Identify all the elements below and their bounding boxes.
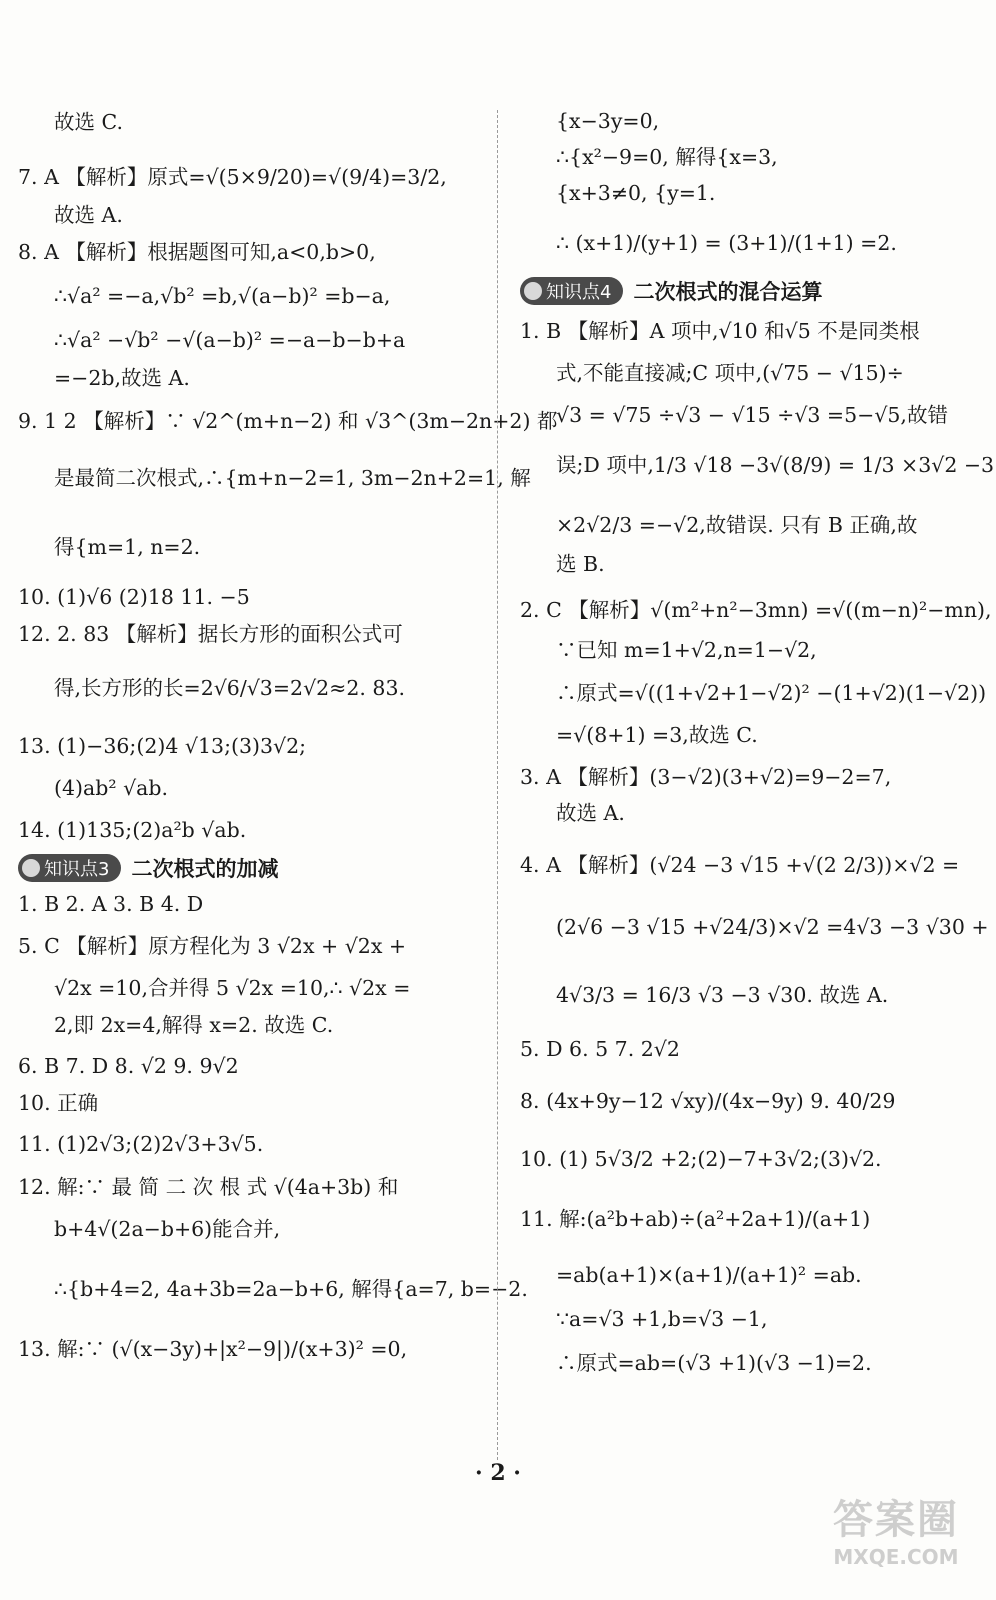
answer-line: (4)ab² √ab.: [54, 776, 169, 800]
section-badge: [520, 277, 623, 305]
answer-line: 1. B 【解析】A 项中,√10 和√5 不是同类根: [520, 319, 920, 343]
answer-line: ∴√a² =−a,√b² =b,√(a−b)² =b−a,: [54, 284, 391, 308]
answer-line: 2,即 2x=4,解得 x=2. 故选 C.: [54, 1013, 334, 1037]
section-badge-label: 知识点3: [44, 859, 110, 880]
answer-line: 1. B 2. A 3. B 4. D: [18, 892, 204, 916]
answer-line: 8. A 【解析】根据题图可知,a<0,b>0,: [18, 240, 376, 264]
answer-line: 11. (1)2√3;(2)2√3+3√5.: [18, 1132, 264, 1156]
answer-line: 3. A 【解析】(3−√2)(3+√2)=9−2=7,: [520, 765, 892, 789]
answer-line: ∴原式=ab=(√3 +1)(√3 −1)=2.: [556, 1351, 872, 1375]
answer-line: 11. 解:(a²b+ab)÷(a²+2a+1)/(a+1): [520, 1207, 871, 1231]
answer-line: 8. (4x+9y−12 √xy)/(4x−9y) 9. 40/29: [520, 1089, 896, 1113]
column-divider: [497, 110, 498, 1460]
answer-line: (2√6 −3 √15 +√24/3)×√2 =4√3 −3 √30 +: [556, 915, 989, 939]
section-badge: [18, 854, 121, 882]
answer-line: 6. B 7. D 8. √2 9. 9√2: [18, 1054, 239, 1078]
right-column: [520, 96, 995, 1375]
answer-line: 得{m=1, n=2.: [54, 535, 201, 559]
answer-line: {x+3≠0, {y=1.: [556, 181, 716, 205]
section-title: 二次根式的加减: [131, 857, 279, 881]
answer-line: =√(8+1) =3,故选 C.: [556, 723, 758, 747]
answer-line: 13. (1)−36;(2)4 √13;(3)3√2;: [18, 734, 307, 758]
answer-line: b+4√(2a−b+6)能合并,: [54, 1217, 281, 1241]
answer-line: 7. A 【解析】原式=√(5×9/20)=√(9/4)=3/2,: [18, 165, 447, 189]
answer-line: √3 = √75 ÷√3 − √15 ÷√3 =5−√5,故错: [556, 403, 948, 427]
answer-line: 13. 解:∵ (√(x−3y)+|x²−9|)/(x+3)² =0,: [18, 1337, 408, 1361]
answer-line: 12. 解:∵ 最 简 二 次 根 式 √(4a+3b) 和: [18, 1175, 399, 1199]
section-header: [520, 276, 980, 306]
page-number: · 2 ·: [475, 1460, 521, 1486]
book-icon: [22, 859, 40, 877]
section-header: [18, 853, 478, 883]
answer-line: 得,长方形的长=2√6/√3=2√2≈2. 83.: [54, 676, 406, 700]
answer-line: ∴√a² −√b² −√(a−b)² =−a−b−b+a: [54, 328, 406, 352]
section-title: 二次根式的混合运算: [633, 280, 823, 304]
answer-line: 故选 A.: [54, 203, 123, 227]
answer-line: ∴原式=√((1+√2+1−√2)² −(1+√2)(1−√2)): [556, 681, 987, 705]
answer-line: 9. 1 2 【解析】∵ √2^(m+n−2) 和 √3^(3m−2n+2) 都: [18, 409, 558, 433]
answer-line: 是最简二次根式,∴{m+n−2=1, 3m−2n+2=1, 解: [54, 466, 531, 490]
answer-line: 10. (1)√6 (2)18 11. −5: [18, 585, 250, 609]
answer-line: 5. C 【解析】原方程化为 3 √2x + √2x +: [18, 934, 407, 958]
answer-line: ∴{b+4=2, 4a+3b=2a−b+6, 解得{a=7, b=−2.: [54, 1277, 528, 1301]
answer-line: 式,不能直接减;C 项中,(√75 − √15)÷: [556, 361, 904, 385]
answer-line: 选 B.: [556, 552, 605, 576]
answer-line: ∵已知 m=1+√2,n=1−√2,: [556, 638, 817, 662]
watermark-logo: 答案圈: [833, 1497, 959, 1543]
answer-line: 故选 C.: [54, 110, 123, 134]
answer-line: ∵a=√3 +1,b=√3 −1,: [556, 1307, 768, 1331]
answer-line: 10. (1) 5√3/2 +2;(2)−7+3√2;(3)√2.: [520, 1147, 882, 1171]
answer-line: 4√3/3 = 16/3 √3 −3 √30. 故选 A.: [556, 983, 889, 1007]
answer-line: 4. A 【解析】(√24 −3 √15 +√(2 2/3))×√2 =: [520, 853, 960, 877]
answer-line: ×2√2/3 =−√2,故错误. 只有 B 正确,故: [556, 513, 918, 537]
answer-line: =ab(a+1)×(a+1)/(a+1)² =ab.: [556, 1263, 862, 1287]
answer-line: ∴ (x+1)/(y+1) = (3+1)/(1+1) =2.: [556, 231, 897, 255]
answer-line: {x−3y=0,: [556, 109, 660, 133]
answer-line: 2. C 【解析】√(m²+n²−3mn) =√((m−n)²−mn),: [520, 598, 992, 622]
book-icon: [524, 282, 542, 300]
section-badge-label: 知识点4: [546, 282, 612, 303]
answer-line: 14. (1)135;(2)a²b √ab.: [18, 818, 247, 842]
left-column: [18, 96, 558, 1361]
answer-line: 故选 A.: [556, 801, 625, 825]
answer-line: √2x =10,合并得 5 √2x =10,∴ √2x =: [54, 976, 411, 1000]
answer-line: 5. D 6. 5 7. 2√2: [520, 1037, 680, 1061]
answer-line: 12. 2. 83 【解析】据长方形的面积公式可: [18, 622, 403, 646]
answer-line: 误;D 项中,1/3 √18 −3√(8/9) = 1/3 ×3√2 −3: [556, 453, 995, 477]
watermark: [816, 1488, 976, 1584]
watermark-url: MXQE.COM: [833, 1545, 959, 1569]
answer-line: ∴{x²−9=0, 解得{x=3,: [556, 145, 778, 169]
answer-line: =−2b,故选 A.: [54, 366, 190, 390]
answer-line: 10. 正确: [18, 1091, 99, 1115]
